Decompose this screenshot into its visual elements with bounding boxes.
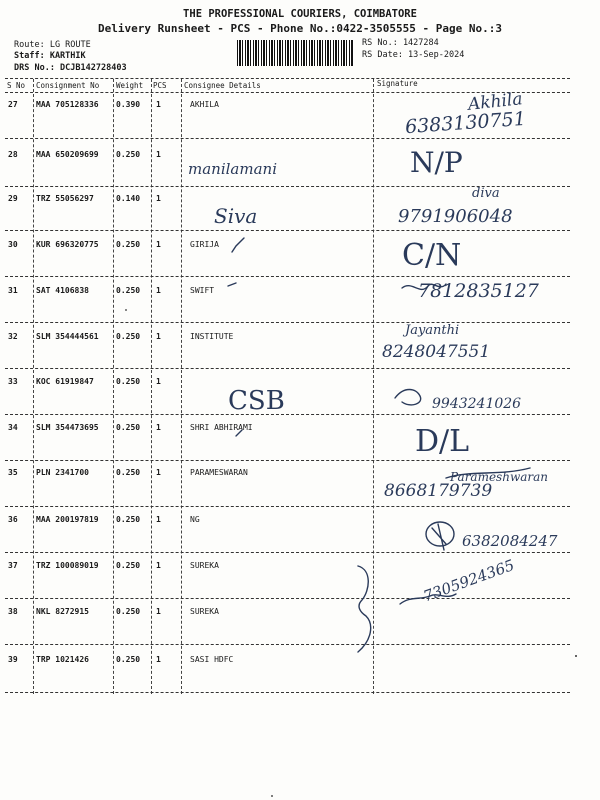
signature-scribble (446, 468, 530, 478)
row-weight: 0.250 (116, 332, 141, 341)
handwritten-phone: 6383130751 (404, 107, 527, 139)
handwritten-phone: 7812835127 (418, 280, 539, 302)
brace-mark (358, 566, 371, 652)
row-sno: 36 (8, 515, 18, 524)
row-pcs: 1 (156, 515, 161, 524)
handwritten-phone: 8668179739 (384, 481, 493, 501)
row-consignment: KUR 696320775 (36, 240, 99, 249)
row-consignment: TRZ 55056297 (36, 194, 94, 203)
row-sno: 33 (8, 377, 18, 386)
row-pcs: 1 (156, 150, 161, 159)
handwritten-phone: 7305924365 (420, 555, 517, 606)
row-sno: 30 (8, 240, 18, 249)
col-consignee-header: Consignee Details (184, 81, 261, 90)
row-weight: 0.250 (116, 150, 141, 159)
row-weight: 0.250 (116, 561, 141, 570)
row-pcs: 1 (156, 332, 161, 341)
row-weight: 0.250 (116, 286, 141, 295)
col-signature-header: Signature (377, 79, 418, 88)
speck-mark (575, 655, 577, 657)
row-weight: 0.250 (116, 423, 141, 432)
handwritten-name: diva (472, 186, 500, 201)
row-consignee: INSTITUTE (190, 332, 234, 341)
handwritten-status: N/P (410, 146, 463, 179)
handwritten-consignee: Siva (214, 204, 258, 228)
row-consignee: SWIFT (190, 286, 215, 295)
handwritten-phone: 9791906048 (398, 206, 513, 227)
speck-mark (271, 795, 273, 797)
tick-mark (228, 283, 236, 286)
row-sno: 39 (8, 655, 18, 664)
row-sno: 27 (8, 100, 18, 109)
row-consignment: TRZ 100089019 (36, 561, 99, 570)
row-consignee: SUREKA (190, 607, 219, 616)
row-consignee: PARAMESWARAN (190, 468, 248, 477)
runsheet-title: Delivery Runsheet - PCS - Phone No.:0422-3505555 - Page No.:3 (98, 22, 502, 35)
row-sno: 32 (8, 332, 18, 341)
row-pcs: 1 (156, 240, 161, 249)
row-pcs: 1 (156, 100, 161, 109)
row-sno: 37 (8, 561, 18, 570)
signature-scribble (400, 594, 456, 604)
drs-number: DRS No.: DCJB142728403 (14, 63, 127, 73)
row-consignment: PLN 2341700 (36, 468, 89, 477)
col-pcs-header: PCS (153, 81, 167, 90)
row-consignee: NG (190, 515, 200, 524)
row-weight: 0.250 (116, 468, 141, 477)
company-title: THE PROFESSIONAL COURIERS, COIMBATORE (183, 8, 417, 20)
row-sno: 34 (8, 423, 18, 432)
col-consignment-header: Consignment No (36, 81, 100, 90)
row-consignment: SLM 354473695 (36, 423, 99, 432)
row-weight: 0.140 (116, 194, 141, 203)
rs-number: RS No.: 1427284 (362, 38, 439, 48)
handwritten-consignee: manilamani (188, 160, 277, 178)
col-weight-header: Weight (116, 81, 144, 90)
tick-mark (236, 430, 242, 436)
handwritten-name: Akhila (467, 89, 524, 115)
row-weight: 0.250 (116, 607, 141, 616)
row-pcs: 1 (156, 561, 161, 570)
row-pcs: 1 (156, 194, 161, 203)
row-pcs: 1 (156, 655, 161, 664)
staff-label: Staff: KARTHIK (14, 51, 86, 61)
tick-mark (232, 238, 244, 252)
handwritten-phone: 9943241026 (432, 396, 522, 412)
row-pcs: 1 (156, 423, 161, 432)
row-pcs: 1 (156, 377, 161, 386)
row-pcs: 1 (156, 468, 161, 477)
row-consignment: MAA 650209699 (36, 150, 99, 159)
row-consignment: SAT 4106838 (36, 286, 89, 295)
row-consignment: TRP 1021426 (36, 655, 89, 664)
row-sno: 35 (8, 468, 18, 477)
row-pcs: 1 (156, 607, 161, 616)
row-weight: 0.390 (116, 100, 141, 109)
row-consignee: SUREKA (190, 561, 219, 570)
row-sno: 29 (8, 194, 18, 203)
row-weight: 0.250 (116, 655, 141, 664)
handwritten-name: Jayanthi (405, 323, 460, 338)
row-consignment: SLM 354444561 (36, 332, 99, 341)
row-consignee: GIRIJA (190, 240, 219, 249)
row-weight: 0.250 (116, 240, 141, 249)
row-weight: 0.250 (116, 515, 141, 524)
handwritten-phone: 8248047551 (382, 342, 491, 362)
signature-scribble (402, 284, 446, 289)
row-consignment: NKL 8272915 (36, 607, 89, 616)
speck-mark (125, 309, 127, 311)
rs-date: RS Date: 13-Sep-2024 (362, 50, 465, 60)
signature-scribble (395, 390, 421, 405)
handwritten-status: C/N (402, 238, 462, 273)
row-pcs: 1 (156, 286, 161, 295)
row-sno: 31 (8, 286, 18, 295)
route-label: Route: LG ROUTE (14, 40, 91, 50)
row-weight: 0.250 (116, 377, 141, 386)
col-sno-header: S No (7, 81, 26, 90)
row-consignee: SHRI ABHIRAMI (190, 423, 253, 432)
row-sno: 28 (8, 150, 18, 159)
row-sno: 38 (8, 607, 18, 616)
row-consignee: SASI HDFC (190, 655, 234, 664)
row-consignment: MAA 705128336 (36, 100, 99, 109)
row-consignment: KOC 61919847 (36, 377, 94, 386)
row-consignment: MAA 200197819 (36, 515, 99, 524)
handwritten-status: D/L (415, 424, 470, 459)
row-consignee: AKHILA (190, 100, 219, 109)
handwritten-name: Parameshwaran (450, 470, 548, 484)
handwritten-phone: 6382084247 (462, 532, 558, 550)
handwritten-consignee: CSB (228, 386, 285, 416)
